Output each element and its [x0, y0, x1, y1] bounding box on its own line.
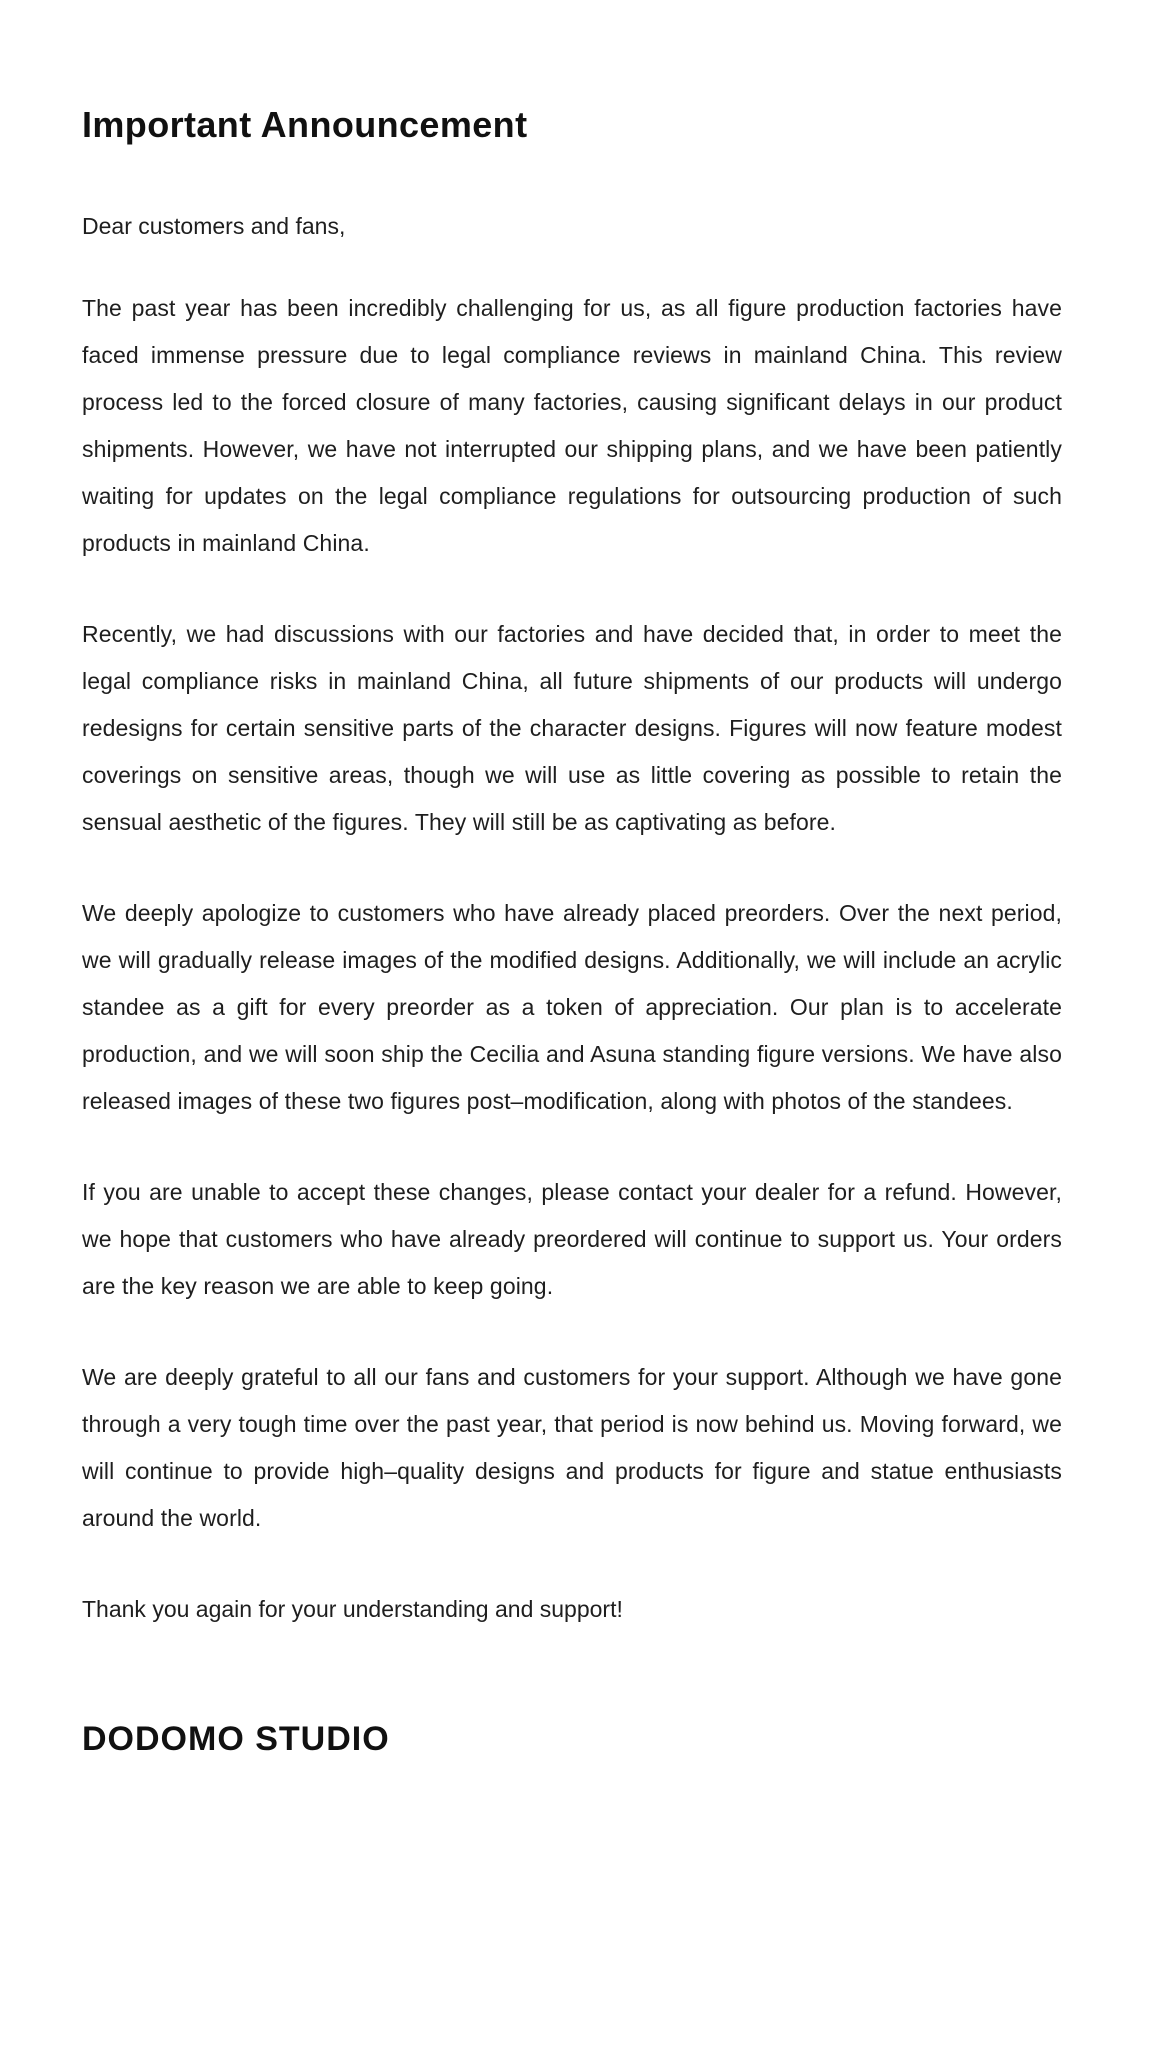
salutation-line: Dear customers and fans,	[82, 213, 346, 239]
paragraph-challenges: The past year has been incredibly challenging for us, as all figure production factories have faced immense pressure due to legal compliance reviews in mainland China. This review process led to the forced closure of many factories, causing significant delays in our product shipments. However, we have not interrupted our shipping plans, and we have been patiently waiting for updates on the legal compliance regulations for outsourcing production of such products in mainland China.	[82, 295, 1062, 556]
studio-signature: DODOMO STUDIO	[82, 1720, 390, 1758]
paragraph-refund-policy: If you are unable to accept these changes, please contact your dealer for a refund. However, we hope that customers who have already preordered will continue to support us. Your orders are the key reason we are able to keep going.	[82, 1179, 1062, 1299]
closing-line: Thank you again for your understanding and support!	[82, 1596, 623, 1622]
paragraph-gratitude: We are deeply grateful to all our fans and customers for your support. Although we have gone through a very tough time over the past year, that period is now behind us. Moving forward, we will continue to provide high–quality designs and products for figure and statue enthusiasts around the world.	[82, 1364, 1062, 1531]
paragraph-redesign-decision: Recently, we had discussions with our factories and have decided that, in order to meet the legal compliance risks in mainland China, all future shipments of our products will undergo redesigns for certain sensitive parts of the character designs. Figures will now feature modest coverings on sensitive areas, though we will use as little covering as possible to retain the sensual aesthetic of the figures. They will still be as captivating as before.	[82, 621, 1062, 835]
page-title: Important Announcement	[82, 104, 528, 145]
paragraph-apology-gift: We deeply apologize to customers who have already placed preorders. Over the next period, we will gradually release images of the modified designs. Additionally, we will include an acrylic standee as a gift for every preorder as a token of appreciation. Our plan is to accelerate production, and we will soon ship the Cecilia and Asuna standing figure versions. We have also released images of these two figures post–modification, along with photos of the standees.	[82, 900, 1062, 1114]
